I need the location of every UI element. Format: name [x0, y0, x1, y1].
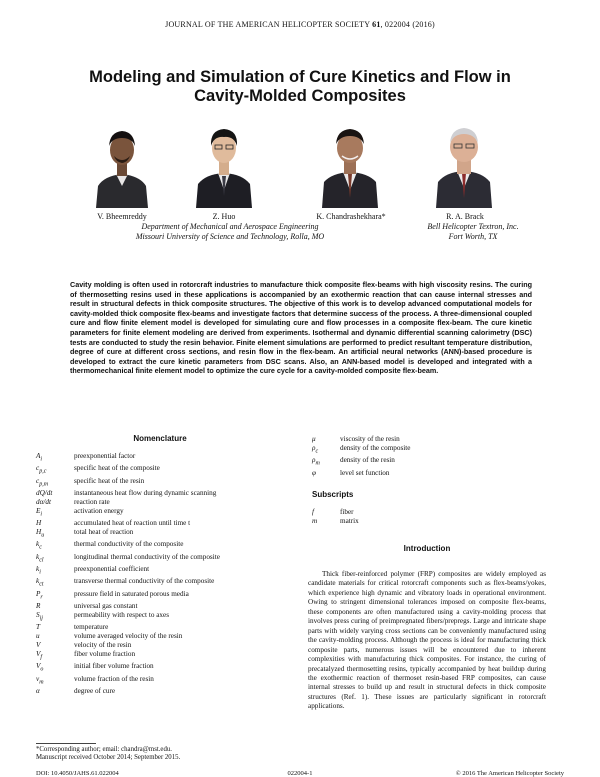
nom-description: preexponential factor: [74, 452, 136, 460]
nom-description: level set function: [340, 468, 390, 477]
nom-description: reaction rate: [74, 497, 110, 506]
footer-page-number: 022004-1: [287, 770, 313, 777]
footnote-corresponding: *Corresponding author; email: chandra@mst.edu.: [36, 746, 172, 753]
nomenclature-row: [36, 489, 274, 498]
footer-doi: DOI: 10.4050/JAHS.61.022004: [36, 770, 119, 777]
nom-symbol: u: [36, 632, 40, 641]
affiliation-line: Missouri University of Science and Technology, Rolla, MO: [135, 232, 325, 241]
nom-description: longitudinal thermal conductivity of the composite: [74, 552, 220, 561]
nom-description: viscosity of the resin: [340, 435, 400, 443]
nomenclature-row: [36, 477, 274, 489]
nomenclature-row: [36, 662, 274, 674]
nom-symbol: H: [36, 519, 42, 528]
nom-description: total heat of reaction: [74, 528, 134, 537]
nom-description: specific heat of the composite: [74, 464, 160, 473]
author-name: Z. Huo: [212, 212, 236, 221]
nom-description: universal gas constant: [74, 602, 138, 611]
nomenclature-row: [36, 577, 274, 589]
footer-copyright: © 2016 The American Helicopter Society: [455, 770, 564, 777]
nom-description: temperature: [74, 623, 109, 632]
nom-description: permeability with respect to axes: [74, 611, 170, 620]
nom-description: initial fiber volume fraction: [74, 662, 154, 671]
nomenclature-row: [36, 641, 274, 650]
nomenclature-list: [36, 452, 274, 696]
nom-symbol: $A_i$: [36, 452, 43, 463]
nomenclature-heading: Nomenclature: [133, 434, 187, 443]
nom-description: specific heat of the resin: [74, 476, 145, 485]
subscripts-list: [312, 508, 542, 526]
nomenclature-row: [36, 553, 274, 565]
abstract: Cavity molding is often used in rotorcraft industries to manufacture thick composite flex-beams with high viscosity resins. The curing of thermosetting resins used in these applications is accompanied by an exothermic reaction that can cause internal stresses and result in structural defects in thick composite structures. The objective of this work is to develop advanced computational models for cavity-molded thick composite flex-beams and investigate factors that determine success of the process. A three-dimensional coupled cure and flow finite element model is developed for simulating cure and flow processes in a composite flex-beam. The cure kinetic parameters for finite element modeling are derived from experiments. Isothermal and dynamic differential scanning calorimetry (DSC) tests are conducted to study the resin behavior. Finite element simulations are performed to predict resultant temperature distribution, degree of cure at different cross sections, and resin flow in the flex-beam. An artificial neural networks (ANN)-based procedure is developed to extract the cure kinetic parameters from DSC scans. Also, an ANN-based model is developed and integrated with a thermomechanical finite element model to optimize the cure cycle for a cavity-molded composite flex-beam.: [70, 280, 532, 376]
nomenclature-row: [36, 650, 274, 662]
nom-description: thermal conductivity of the composite: [74, 540, 184, 549]
footnote-rule: [36, 743, 96, 744]
nom-symbol: φ: [312, 468, 316, 477]
affiliation-line: Fort Worth, TX: [448, 232, 498, 241]
nomenclature-row: [36, 464, 274, 476]
nomenclature-row: [312, 508, 542, 517]
journal-volume: 61: [372, 20, 381, 29]
nom-symbol: $\rho_c$: [312, 443, 319, 455]
nom-description: volume fraction of the resin: [74, 674, 154, 683]
nom-description: volume averaged velocity of the resin: [74, 632, 183, 641]
nomenclature-row: [36, 528, 274, 540]
nom-symbol: V: [36, 641, 41, 650]
nomenclature-row: [312, 456, 542, 468]
nom-symbol: m: [312, 516, 318, 525]
journal-header: [0, 20, 600, 29]
nom-symbol: $V_o$: [36, 662, 44, 673]
introduction-heading: Introduction: [403, 544, 451, 553]
nomenclature-row: [312, 444, 542, 456]
author-portrait-icon: [322, 116, 378, 208]
nom-symbol: $v_m$: [36, 674, 44, 686]
journal-article: , 022004 (2016): [380, 20, 435, 29]
nomenclature-row: [36, 632, 274, 641]
nom-symbol: $c_{p,m}$: [36, 476, 49, 488]
nomenclature-row: [36, 519, 274, 528]
nom-symbol: dα/dt: [36, 497, 51, 506]
nomenclature-list-greek: [312, 435, 542, 478]
author-portrait-icon: [94, 116, 150, 208]
footnote: [36, 746, 266, 763]
nom-symbol: $\rho_m$: [312, 456, 320, 467]
author-name: V. Bheemreddy: [97, 212, 147, 221]
nom-description: density of the resin: [340, 456, 395, 465]
footnote-received: Manuscript received October 2014; September 2015.: [36, 754, 181, 762]
nom-symbol: α: [36, 687, 40, 696]
nomenclature-row: [36, 602, 274, 611]
author-name: K. Chandrashekhara*: [316, 212, 386, 221]
nomenclature-row: [36, 675, 274, 687]
paper-title: Modeling and Simulation of Cure Kinetics and Flow in Cavity-Molded Composites: [89, 68, 511, 105]
nom-symbol: $E_i$: [36, 506, 43, 518]
affiliation-line: Department of Mechanical and Aerospace Engineering: [141, 222, 319, 231]
nomenclature-row: [36, 623, 274, 632]
nomenclature-row: [312, 517, 542, 526]
nom-description: matrix: [340, 516, 359, 525]
author-portrait-icon: [436, 116, 492, 208]
nom-description: accumulated heat of reaction until time t: [74, 519, 191, 528]
nom-description: velocity of the resin: [74, 641, 132, 650]
nomenclature-row: [312, 435, 542, 444]
nom-symbol: T: [36, 623, 40, 632]
nom-symbol: $k_{ct}$: [36, 577, 44, 588]
nom-description: pressure field in saturated porous media: [74, 589, 189, 598]
affiliation-missouri: [100, 222, 360, 242]
nom-description: degree of cure: [74, 687, 116, 696]
affiliation-line: Bell Helicopter Textron, Inc.: [427, 222, 519, 231]
nom-symbol: $H_u$: [36, 528, 45, 539]
nomenclature-row: [312, 469, 542, 478]
nom-description: instantaneous heat flow during dynamic scanning: [74, 489, 217, 498]
nom-symbol: f: [312, 508, 314, 516]
nom-symbol: $k_{cl}$: [36, 552, 44, 564]
nom-symbol: dQ/dt: [36, 489, 53, 498]
nom-description: activation energy: [74, 506, 124, 515]
nom-symbol: μ: [312, 435, 316, 443]
nom-symbol: R: [36, 602, 41, 611]
nom-symbol: $P_r$: [36, 589, 43, 601]
nomenclature-row: [36, 611, 274, 623]
nomenclature-row: [36, 565, 274, 577]
nom-description: preexponential coefficient: [74, 565, 150, 574]
nom-symbol: $V_f$: [36, 650, 43, 661]
nom-symbol: $c_{p,c}$: [36, 464, 47, 475]
nomenclature-row: [36, 687, 274, 696]
nomenclature-row: [36, 498, 274, 507]
nomenclature-row: [36, 507, 274, 519]
nomenclature-row: [36, 452, 274, 464]
nom-description: density of the composite: [340, 443, 411, 452]
nomenclature-row: [36, 590, 274, 602]
nom-description: fiber volume fraction: [74, 650, 136, 659]
nom-symbol: $S_{ij}$: [36, 611, 43, 622]
subscripts-heading: Subscripts: [312, 490, 354, 499]
nom-description: fiber: [340, 508, 354, 516]
affiliation-bell: [398, 222, 548, 242]
nomenclature-row: [36, 540, 274, 552]
introduction-body: Thick fiber-reinforced polymer (FRP) composites are widely employed as candidate materials for critical rotorcraft components such as flex-beams/yokes, which experience high dynamic and vibratory loads in operational environment. Owing to stringent dimensional tolerances imposed on composite flex-beams, these components are often manufactured using a cavity-molding process that involves press curing of preimpregnated fibers/prepregs. Large and intricate shape parts with widely varying cross sections can be conveniently manufactured using the cavity-molding process. Although the process is ideal for manufacturing thick composite parts, numerous issues will be encountered due to inherent complexities with manufacturing thick composites. For instance, the curing of precatalyzed thermosetting resins, typically accompanied by heat buildup during the exothermic reaction of thermoset resin-based FRP composites, can cause internal stresses to build up and result in structural defects in thick composite structures (Ref. 1). These issues are particularly significant in rotorcraft applications.: [308, 570, 546, 711]
nom-description: transverse thermal conductivity of the composite: [74, 577, 215, 586]
author-name: R. A. Brack: [446, 212, 484, 221]
journal-name: JOURNAL OF THE AMERICAN HELICOPTER SOCIETY: [165, 20, 370, 29]
author-portrait-icon: [196, 116, 252, 208]
nom-symbol: $k_i$: [36, 565, 41, 576]
nom-symbol: $k_c$: [36, 540, 42, 551]
